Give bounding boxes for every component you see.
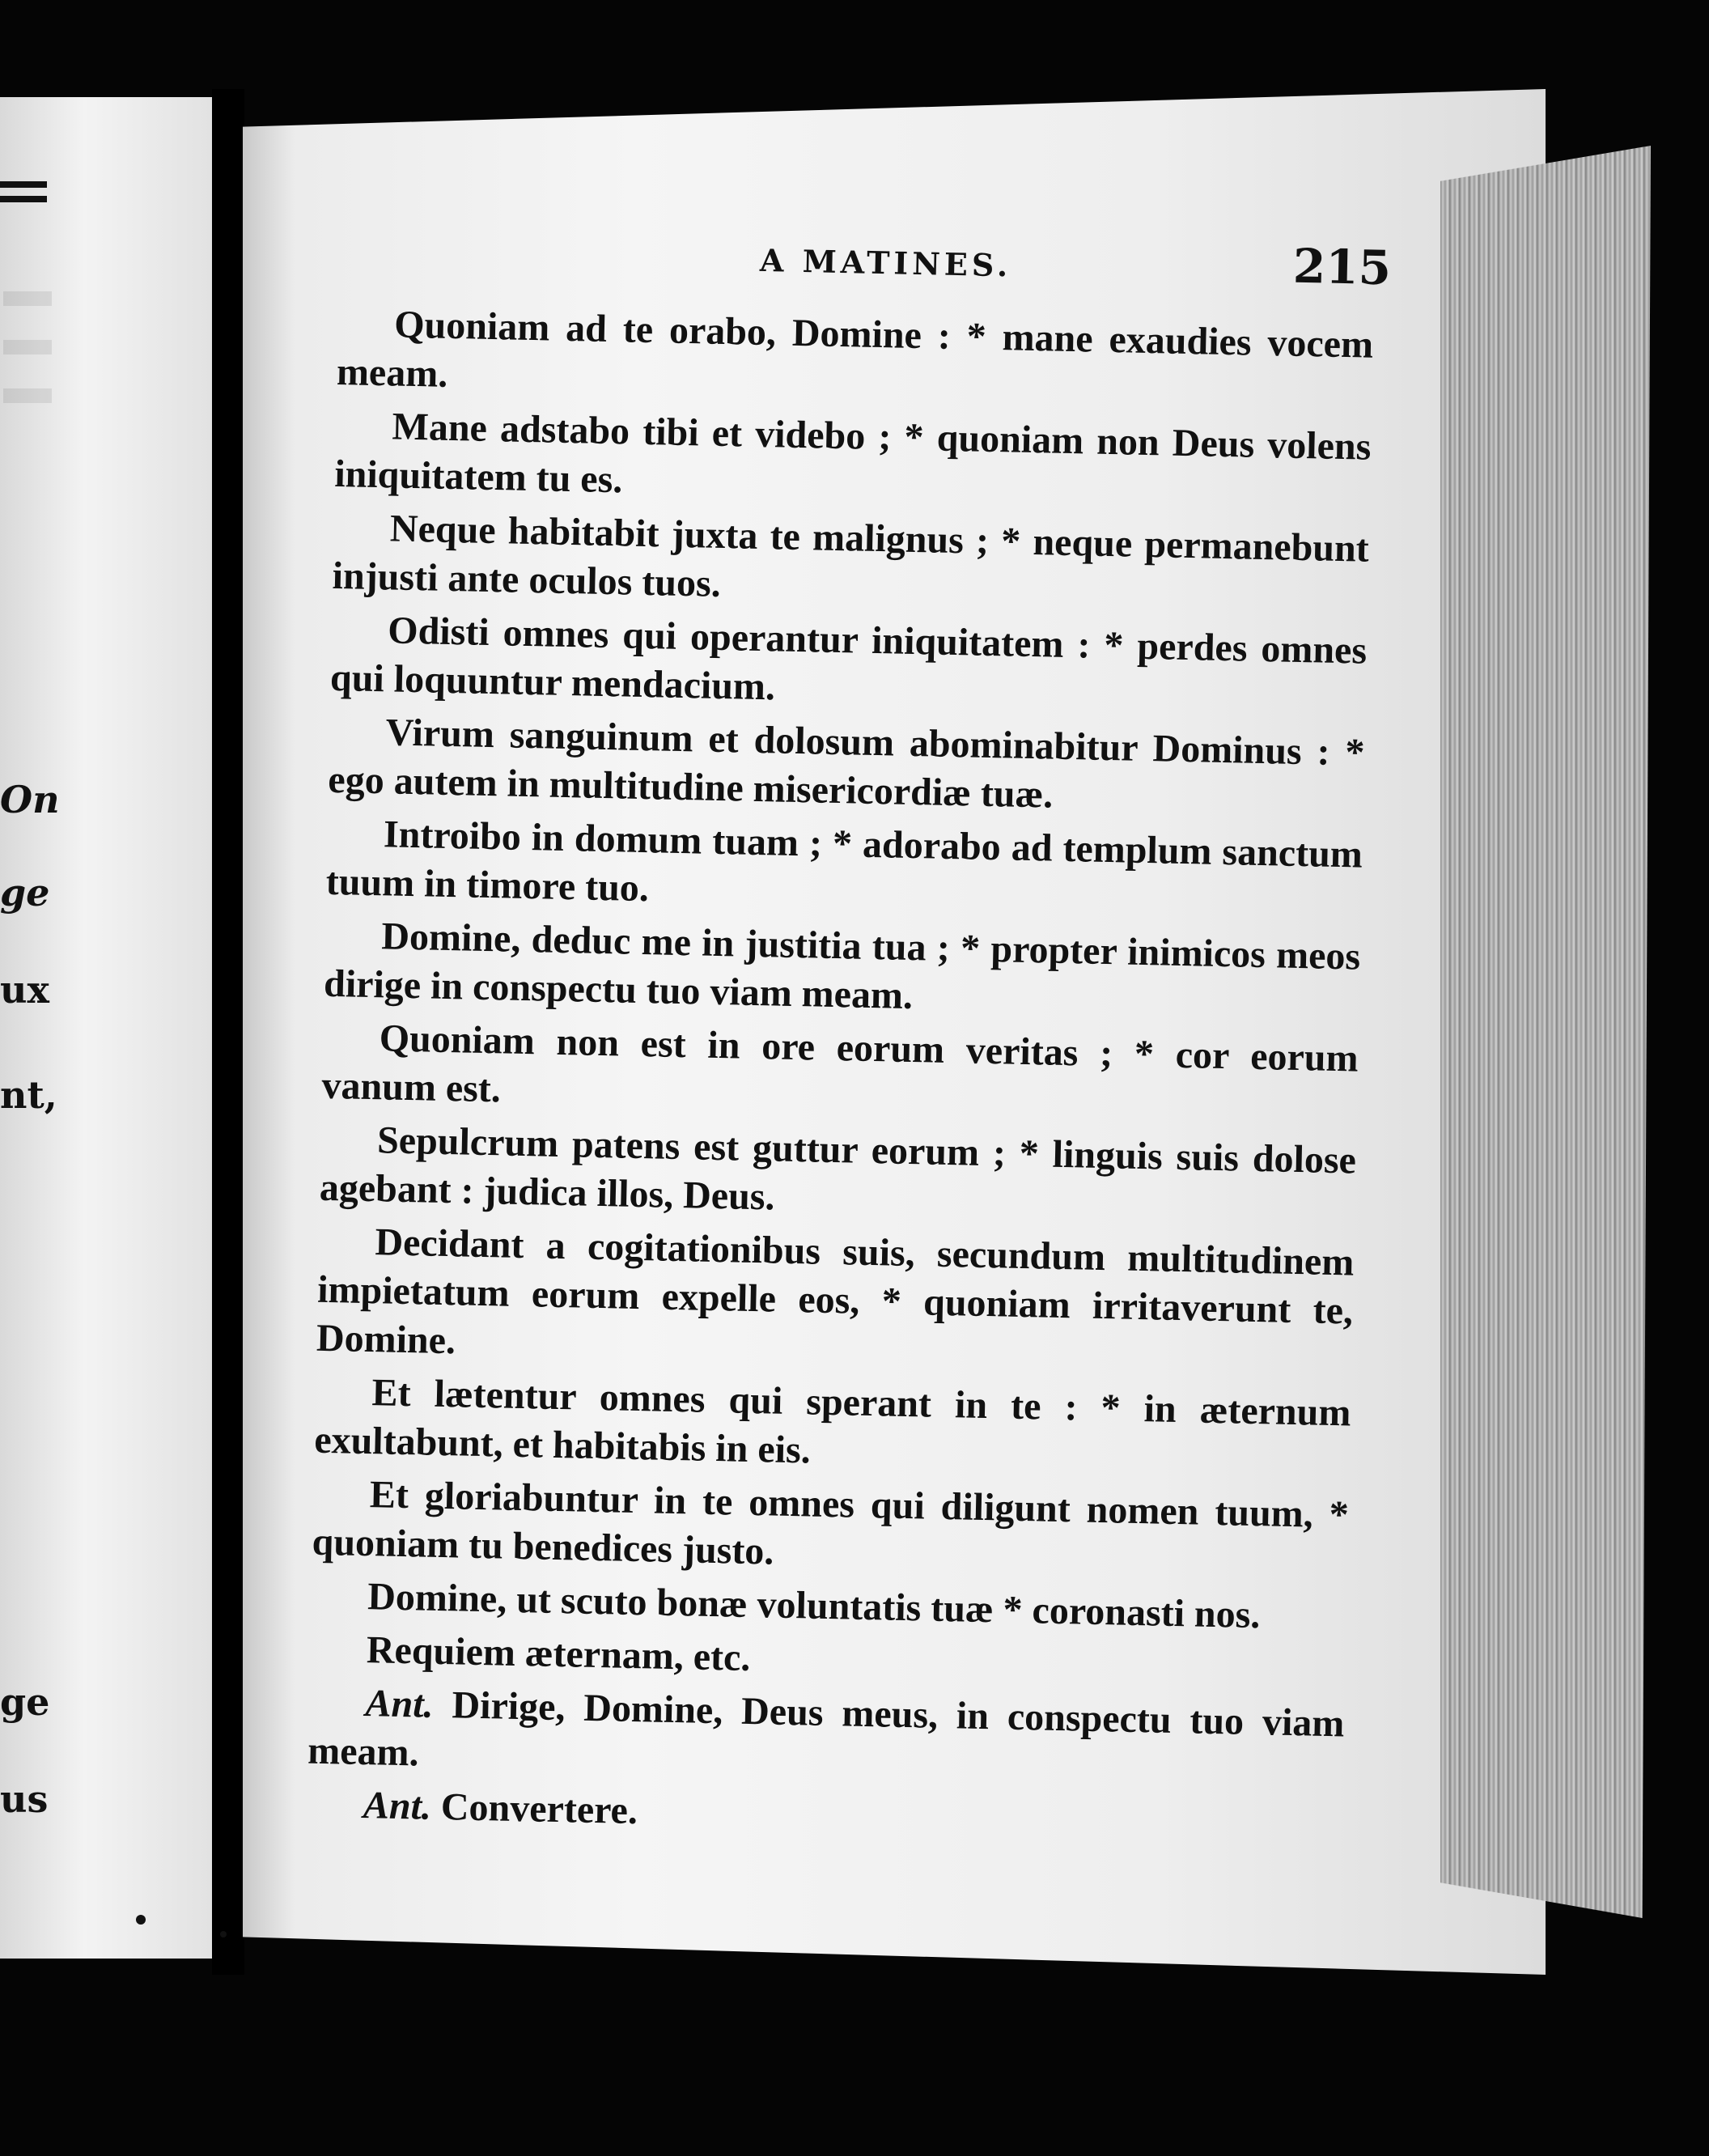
verse-text: Introibo in domum tuam ; * adorabo ad templum sanctum tuum in timore tuo. [325,813,1363,910]
verse [325,809,1363,928]
left-fragment: ge [0,871,50,915]
book-gutter [212,89,244,1975]
antiphon-label: Ant. [365,1682,435,1726]
verse-text: Et gloriabuntur in te omnes qui diligunt nomen tuum, * quoniam tu benedices justo. [312,1473,1350,1573]
verse-text: Mane adstabo tibi et videbo ; * quoniam non Deus volens iniquitatem tu es. [333,405,1372,502]
verse [321,1013,1359,1132]
divider-rule [0,181,47,188]
verse-text: Odisti omnes qui operantur iniquitatem : * perdes omnes qui loquuntur mendacium. [329,609,1368,709]
ink-speck [220,1931,227,1937]
page-edge-stack [1440,146,1651,1918]
verse [314,1368,1351,1487]
page-content [306,219,1392,1855]
antiphon [307,1679,1345,1797]
verse [312,1470,1349,1589]
verse-text: Quoniam non est in ore eorum veritas ; * cor eorum vanum est. [321,1016,1359,1111]
verse-text: Neque habitabit juxta te malignus ; * neque permanebunt injusti ante oculos tuos. [332,507,1370,605]
verse-text: Decidant a cogitationibus suis, secundum multitudinem impietatum eorum expelle eos, * quoniam irritaverunt te, Domine. [316,1220,1355,1363]
verse [316,1217,1354,1385]
verse-text: Domine, deduc me in justitia tua ; * propter inimicos meos dirige in conspectu tuo viam meam. [323,915,1361,1018]
page-number: 215 [1292,238,1392,296]
verse-list [306,299,1373,1850]
faded-text [3,388,52,403]
verse [328,707,1365,826]
running-head: A MATINES. [759,241,1012,284]
verse-text: Convertere. [440,1785,638,1833]
verse-text: Sepulcrum patens est guttur eorum ; * linguis suis dolose agebant : judica illos, Deus. [319,1118,1357,1219]
faded-text [3,291,52,306]
left-fragment: nt, [0,1073,57,1117]
verse-text: Virum sanguinum et dolosum abominabitur Dominus : * ego autem in multitudine misericordiæ tuæ. [327,711,1366,817]
verse-text: Dirige, Domine, Deus meus, in conspectu tuo viam meam. [307,1683,1345,1775]
antiphon-label: Ant. [363,1784,432,1828]
ink-speck [136,1915,146,1925]
verse [332,503,1369,622]
left-fragment: On [0,778,60,821]
verse-text: Domine, ut scuto bonæ voluntatis tuæ * coronasti nos. [367,1575,1261,1637]
verse [334,401,1372,520]
verse-text: Requiem æternam, etc. [366,1628,751,1680]
left-fragment: us [0,1777,49,1821]
divider-rule [0,196,47,202]
verse-text: Et lætentur omnes qui sperant in te : * in æternum exultabunt, et habitabis in eis. [313,1371,1351,1472]
verse [319,1115,1356,1234]
verse [336,299,1373,418]
faded-text [3,340,52,354]
verse [329,605,1367,724]
left-fragment: ge [0,1680,50,1724]
verse-text: Quoniam ad te orabo, Domine : * mane exaudies vocem meam. [336,303,1374,396]
verse [324,911,1361,1030]
left-fragment: ux [0,968,49,1012]
left-facing-page [0,97,212,1959]
